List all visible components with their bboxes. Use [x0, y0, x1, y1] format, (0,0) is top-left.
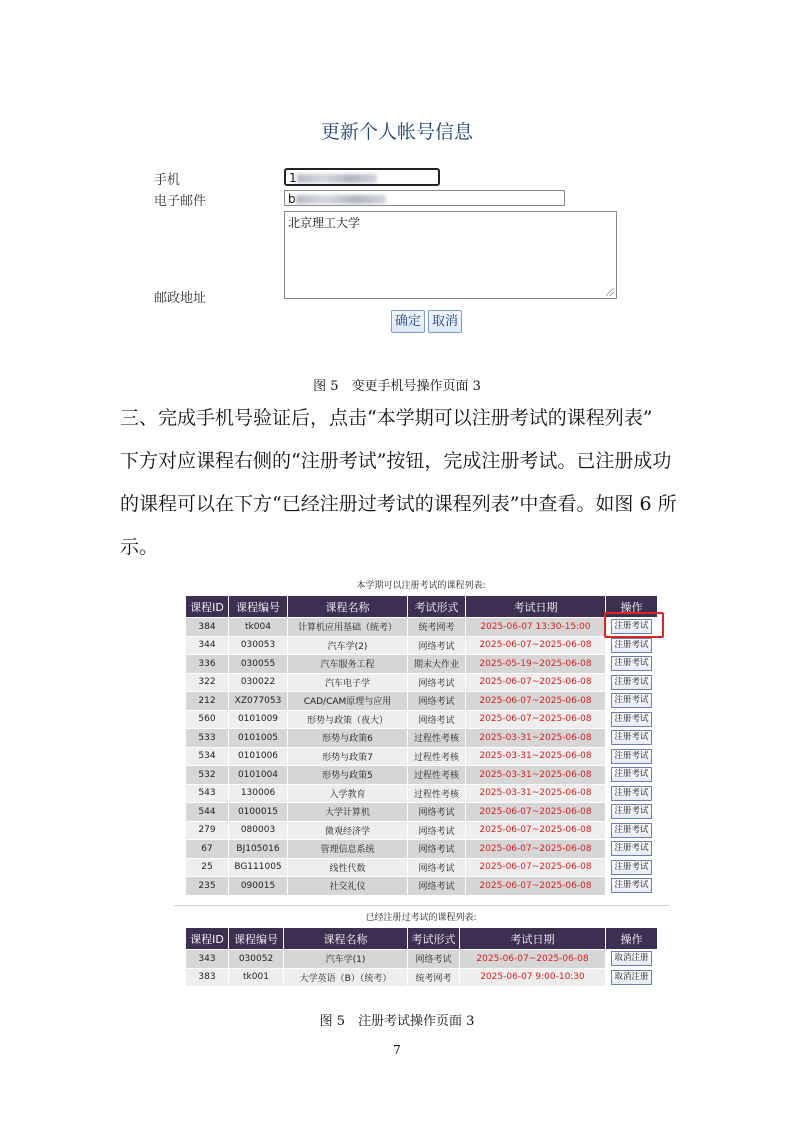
cancel-button[interactable]: 取消 [428, 310, 462, 333]
table-cell: 543 [186, 784, 229, 803]
table-cell: 网络考试 [408, 877, 466, 896]
email-label: 电子邮件 [154, 194, 207, 209]
action-cell [606, 729, 658, 748]
figure-caption-2: 图 5 注册考试操作页面 3 [319, 1014, 475, 1029]
table-cell: 汽车电子学 [288, 673, 408, 692]
table-cell: 2025-06-07 13:30-15:00 [466, 618, 606, 637]
registered-courses-caption: 已经注册过考试的课程列表: [365, 913, 477, 923]
table-row [186, 710, 658, 729]
action-cell [606, 840, 658, 859]
register-exam-button[interactable]: 注册考试 [611, 638, 651, 653]
table-row [186, 877, 658, 896]
registered-courses-table [185, 927, 658, 987]
table-cell: 汽车学(2) [288, 636, 408, 655]
action-cell [606, 747, 658, 766]
action-cell [606, 784, 658, 803]
table-cell: 322 [186, 673, 229, 692]
table-cell: 2025-05-19~2025-06-08 [466, 655, 606, 674]
register-exam-button[interactable]: 注册考试 [611, 712, 651, 727]
table-cell: 2025-06-07~2025-06-08 [466, 821, 606, 840]
figure-caption-1: 图 5 变更手机号操作页面 3 [313, 379, 481, 394]
table-cell: tk001 [229, 968, 284, 987]
table-cell: 网络考试 [408, 840, 466, 859]
action-cell [606, 858, 658, 877]
table-cell: 2025-06-07~2025-06-08 [466, 710, 606, 729]
table-cell: 279 [186, 821, 229, 840]
table-cell: 2025-06-07~2025-06-08 [466, 673, 606, 692]
table-cell: 过程性考核 [408, 784, 466, 803]
table-cell: CAD/CAM原理与应用 [288, 692, 408, 711]
table-header-row [186, 596, 658, 618]
table-row [186, 821, 658, 840]
table-row [186, 858, 658, 877]
register-exam-button[interactable]: 注册考试 [611, 786, 651, 801]
table-row [186, 729, 658, 748]
table-row [186, 803, 658, 822]
confirm-button[interactable]: 确定 [391, 310, 425, 333]
table-cell: 2025-06-07~2025-06-08 [466, 636, 606, 655]
table-cell: 汽车学(1) [284, 950, 408, 969]
table-cell: 网络考试 [408, 692, 466, 711]
table-cell: 形势与政策5 [288, 766, 408, 785]
body-line-2: 下方对应课程右侧的“注册考试”按钮，完成注册考试。已注册成功 [120, 450, 672, 472]
body-line-1: 三、完成手机号验证后，点击“本学期可以注册考试的课程列表” [120, 407, 653, 429]
table-cell: 过程性考核 [408, 747, 466, 766]
table-cell: 汽车服务工程 [288, 655, 408, 674]
table-cell: 090015 [229, 877, 288, 896]
available-courses-table [185, 595, 658, 896]
action-cell [606, 636, 658, 655]
register-exam-button[interactable]: 注册考试 [611, 878, 651, 893]
table-cell: 25 [186, 858, 229, 877]
divider [174, 905, 669, 906]
redacted-email [296, 195, 386, 204]
table-header-row [186, 928, 658, 950]
table-cell: 343 [186, 950, 229, 969]
table-cell: 67 [186, 840, 229, 859]
table-row [186, 840, 658, 859]
table-cell: 0101004 [229, 766, 288, 785]
body-line-3: 的课程可以在下方“已经注册过考试的课程列表”中查看。如图 6 所 [120, 493, 677, 515]
table-cell: 2025-03-31~2025-06-08 [466, 766, 606, 785]
table-cell: 网络考试 [408, 821, 466, 840]
table-cell: 0101009 [229, 710, 288, 729]
column-header: 操作 [606, 596, 658, 618]
table-row [186, 692, 658, 711]
table-cell: 网络考试 [408, 673, 466, 692]
table-cell: 计算机应用基础（统考） [288, 618, 408, 637]
register-exam-button[interactable]: 注册考试 [611, 823, 651, 838]
column-header: 课程编号 [229, 928, 284, 950]
table-row [186, 636, 658, 655]
register-exam-button[interactable]: 注册考试 [611, 767, 651, 782]
table-cell: 0100015 [229, 803, 288, 822]
table-cell: BG111005 [229, 858, 288, 877]
table-cell: 383 [186, 968, 229, 987]
table-cell: 2025-06-07~2025-06-08 [466, 803, 606, 822]
action-cell [606, 766, 658, 785]
action-cell [606, 877, 658, 896]
table-row [186, 673, 658, 692]
table-cell: 形势与政策（夜大） [288, 710, 408, 729]
table-cell: 534 [186, 747, 229, 766]
table-cell: 030053 [229, 636, 288, 655]
table-cell: 2025-03-31~2025-06-08 [466, 729, 606, 748]
table-cell: 030055 [229, 655, 288, 674]
address-textarea[interactable] [284, 211, 617, 299]
table-cell: 大学计算机 [288, 803, 408, 822]
action-cell [606, 803, 658, 822]
address-label: 邮政地址 [154, 291, 207, 306]
table-cell: 网络考试 [408, 636, 466, 655]
redacted-phone [297, 174, 377, 183]
table-cell: 2025-06-07~2025-06-08 [466, 858, 606, 877]
table-cell: 统考网考 [408, 968, 460, 987]
address-value: 北京理工大学 [288, 216, 361, 230]
column-header: 操作 [606, 928, 658, 950]
table-cell: 2025-06-07 9:00-10:30 [460, 968, 606, 987]
body-line-4: 示。 [120, 536, 159, 558]
table-cell: 336 [186, 655, 229, 674]
column-header: 课程名称 [288, 596, 408, 618]
table-row [186, 655, 658, 674]
highlight-box [604, 612, 664, 638]
table-cell: 入学教育 [288, 784, 408, 803]
action-cell [606, 950, 658, 969]
table-cell: 大学英语（B）（统考） [284, 968, 408, 987]
action-cell [606, 673, 658, 692]
action-cell [606, 692, 658, 711]
register-exam-button[interactable]: 注册考试 [611, 675, 651, 690]
table-cell: 线性代数 [288, 858, 408, 877]
table-cell: 130006 [229, 784, 288, 803]
form-title: 更新个人帐号信息 [320, 121, 473, 143]
table-cell: 344 [186, 636, 229, 655]
table-cell: 微观经济学 [288, 821, 408, 840]
table-cell: BJ105016 [229, 840, 288, 859]
register-exam-button[interactable]: 注册考试 [611, 693, 651, 708]
table-row [186, 950, 658, 969]
table-cell: 2025-06-07~2025-06-08 [460, 950, 606, 969]
table-cell: tk004 [229, 618, 288, 637]
table-cell: 2025-06-07~2025-06-08 [466, 840, 606, 859]
table-cell: 社交礼仪 [288, 877, 408, 896]
column-header: 课程ID [186, 928, 229, 950]
page-number: 7 [393, 1043, 401, 1057]
phone-input[interactable] [284, 168, 440, 186]
register-exam-button[interactable]: 注册考试 [611, 730, 651, 745]
available-courses-caption: 本学期可以注册考试的课程列表: [356, 581, 486, 591]
table-cell: 0101006 [229, 747, 288, 766]
register-exam-button[interactable]: 注册考试 [611, 860, 651, 875]
table-cell: 2025-06-07~2025-06-08 [466, 692, 606, 711]
resize-grip-icon[interactable] [606, 288, 614, 296]
table-cell: 形势与政策7 [288, 747, 408, 766]
table-row [186, 968, 658, 987]
column-header: 考试形式 [408, 596, 466, 618]
action-cell [606, 968, 658, 987]
column-header: 考试形式 [408, 928, 460, 950]
email-input[interactable] [284, 190, 565, 206]
column-header: 考试日期 [460, 928, 606, 950]
column-header: 考试日期 [466, 596, 606, 618]
table-cell: 212 [186, 692, 229, 711]
table-cell: 030022 [229, 673, 288, 692]
register-exam-button[interactable]: 注册考试 [611, 656, 651, 671]
table-cell: 533 [186, 729, 229, 748]
table-row [186, 784, 658, 803]
column-header: 课程ID [186, 596, 229, 618]
action-cell [606, 655, 658, 674]
table-cell: 网络考试 [408, 710, 466, 729]
cancel-registration-button[interactable]: 取消注册 [611, 970, 651, 985]
phone-label: 手机 [154, 173, 181, 188]
table-cell: 235 [186, 877, 229, 896]
table-row [186, 747, 658, 766]
cancel-registration-button[interactable]: 取消注册 [611, 951, 651, 966]
table-cell: 形势与政策6 [288, 729, 408, 748]
table-cell: 384 [186, 618, 229, 637]
table-row [186, 766, 658, 785]
email-value: b [288, 192, 296, 206]
register-exam-button[interactable]: 注册考试 [611, 841, 651, 856]
table-cell: XZ077053 [229, 692, 288, 711]
table-cell: 统考网考 [408, 618, 466, 637]
table-cell: 2025-03-31~2025-06-08 [466, 747, 606, 766]
table-cell: 030052 [229, 950, 284, 969]
table-row [186, 618, 658, 637]
column-header: 课程名称 [284, 928, 408, 950]
phone-value: 1 [289, 171, 297, 185]
register-exam-button[interactable]: 注册考试 [611, 804, 651, 819]
table-cell: 2025-03-31~2025-06-08 [466, 784, 606, 803]
action-cell [606, 710, 658, 729]
table-cell: 期末大作业 [408, 655, 466, 674]
table-cell: 过程性考核 [408, 766, 466, 785]
table-cell: 560 [186, 710, 229, 729]
table-cell: 0101005 [229, 729, 288, 748]
register-exam-button[interactable]: 注册考试 [611, 619, 651, 634]
table-cell: 2025-06-07~2025-06-08 [466, 877, 606, 896]
table-cell: 网络考试 [408, 803, 466, 822]
table-cell: 544 [186, 803, 229, 822]
table-cell: 网络考试 [408, 950, 460, 969]
table-cell: 过程性考核 [408, 729, 466, 748]
table-cell: 532 [186, 766, 229, 785]
column-header: 课程编号 [229, 596, 288, 618]
action-cell [606, 821, 658, 840]
table-cell: 管理信息系统 [288, 840, 408, 859]
table-cell: 080003 [229, 821, 288, 840]
table-cell: 网络考试 [408, 858, 466, 877]
register-exam-button[interactable]: 注册考试 [611, 749, 651, 764]
